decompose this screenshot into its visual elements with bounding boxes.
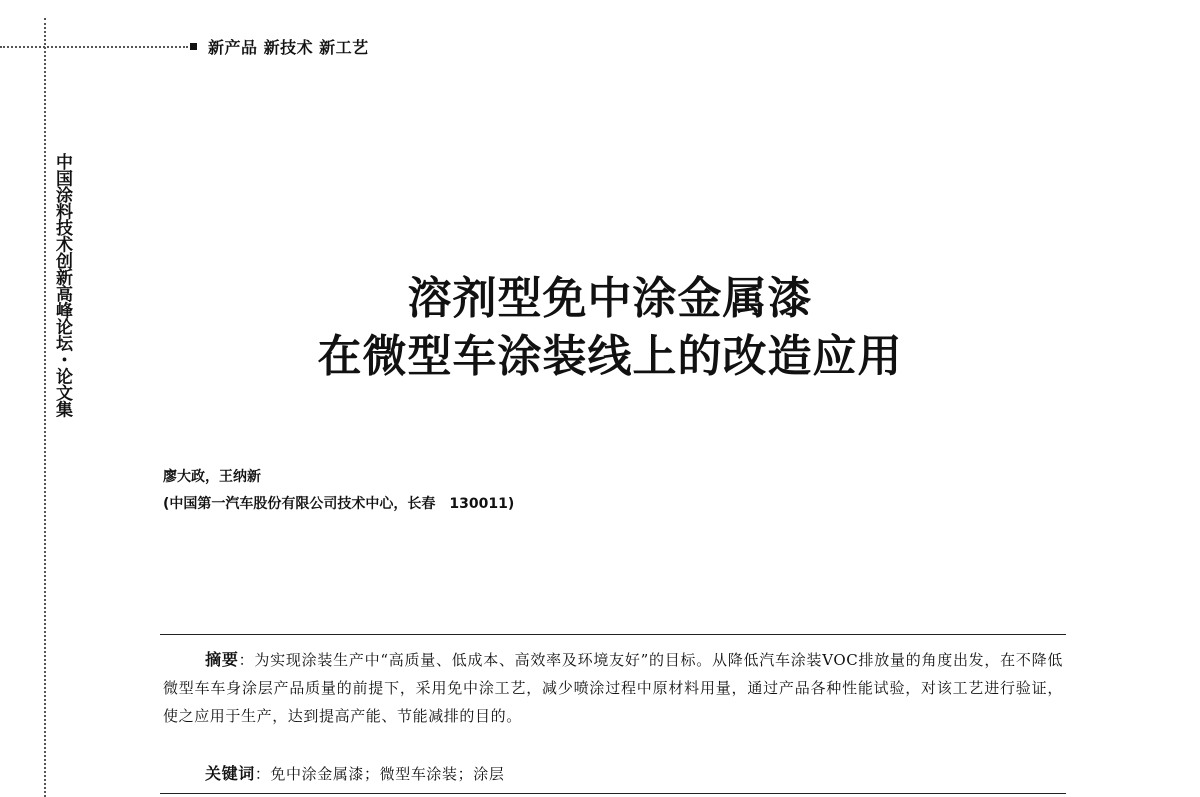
section-tag: 新产品 新技术 新工艺	[208, 38, 369, 57]
keywords-label: 关键词	[205, 764, 255, 783]
keywords-text: 免中涂金属漆；微型车涂装；涂层	[270, 765, 505, 783]
paper-title	[160, 270, 1060, 386]
paper-authors: 廖大政，王纳新	[163, 469, 261, 485]
paper-title-line1: 溶剂型免中涂金属漆	[407, 273, 813, 324]
paper-title-line2: 在微型车涂装线上的改造应用	[317, 331, 903, 382]
abstract-separator: ：	[238, 651, 255, 669]
abstract-text: 为实现涂装生产中“高质量、低成本、高效率及环境友好”的目标。从降低汽车涂装VOC排放量的角度出发，在不降低微型车车身涂层产品质量的前提下，采用免中涂工艺，减少喷涂过程中原材料用量，通过产品各种性能试验，对该工艺进行验证，使之应用于生产，达到提高产能、节能减排的目的。	[163, 651, 1063, 725]
header-dotted-leader	[0, 46, 188, 48]
abstract-label: 摘要	[205, 650, 239, 669]
keywords-block	[163, 763, 1063, 785]
abstract-block	[163, 646, 1063, 730]
header-bullet-icon	[190, 43, 197, 50]
journal-title-vertical: 中国涂料技术创新高峰论坛・论文集	[52, 153, 72, 417]
margin-dotted-rule	[44, 18, 46, 797]
paper-affiliation: (中国第一汽车股份有限公司技术中心，长春 130011)	[163, 496, 515, 512]
abstract-bottom-rule	[160, 793, 1066, 794]
keywords-separator: ：	[254, 765, 271, 783]
abstract-top-rule	[160, 634, 1066, 635]
